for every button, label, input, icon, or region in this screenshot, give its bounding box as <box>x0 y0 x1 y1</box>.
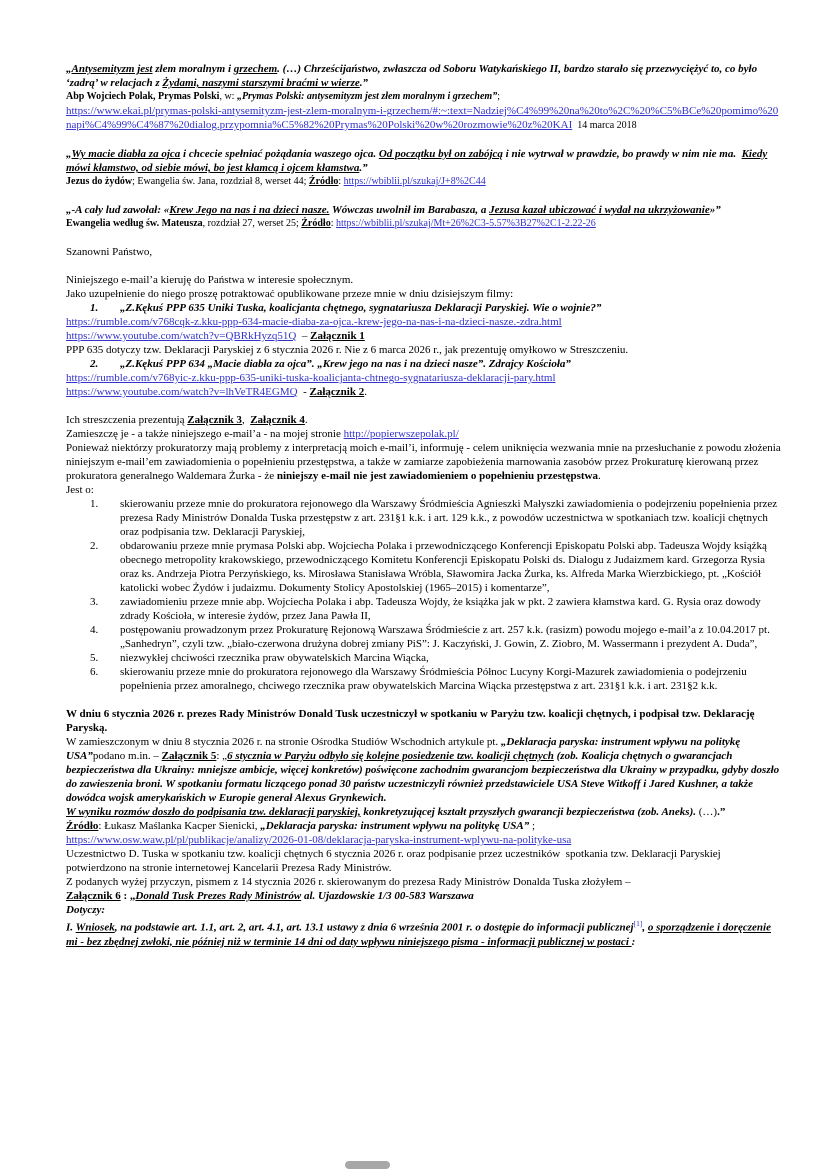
spacer <box>66 693 782 707</box>
list-item <box>66 497 782 539</box>
text-run: .” <box>359 77 369 89</box>
hyperlink[interactable]: https://wbiblii.pl/szukaj/Mt+26%2C3-5.57%3B27%2C1-2.22-26 <box>336 218 596 229</box>
text-run: ; <box>529 820 536 832</box>
text-run: , <box>642 921 648 934</box>
paragraph <box>66 875 782 889</box>
text-run: W dniu 6 stycznia 2026 r. prezes Rady Ministrów Donald Tusk uczestniczył w spotkaniu w Paryżu tzw. koalicji chętnych, i podpisał tzw. Deklarację Paryską. <box>66 708 755 734</box>
spacer <box>66 133 782 147</box>
paragraph <box>66 371 782 385</box>
paragraph <box>66 273 782 287</box>
paragraph <box>66 413 782 427</box>
spacer <box>66 399 782 413</box>
text-run: ; <box>497 91 500 102</box>
text-run: niniejszy e-mail nie jest zawiadomieniem o popełnieniu przestępstwa <box>276 470 598 482</box>
text-run: i nie wytrwał w prawdzie, bo prawdy w nim nie ma. <box>502 148 742 160</box>
paragraph <box>66 62 782 90</box>
text-run: o sporządzenie i doręczenie mi - bez zbędnej zwłoki, nie później niż w terminie 14 dni od daty wpływu niniejszego pisma - informacji publicznej w postaci <box>66 921 771 948</box>
list-item <box>66 301 782 315</box>
text-run: „ <box>66 148 72 160</box>
spacer <box>66 259 782 273</box>
list-item-text <box>120 666 747 692</box>
list-item-text <box>120 596 761 622</box>
text-run: „Deklaracja paryska: instrument wpływu na politykę USA” <box>66 736 741 762</box>
list-item <box>66 651 782 665</box>
list-number: 2. <box>90 358 99 370</box>
paragraph <box>66 245 782 259</box>
text-run: I. <box>66 921 76 934</box>
text-run: : „ <box>216 750 228 762</box>
text-run: postępowaniu prowadzonym przez Prokuraturę Rejonową Warszawa Śródmieście z art. 257 k.k. (rasizm) powodu mojego e-mail’a z 10.04.2017 pt. „Sanhedryn”, czyli tzw. „biało-czerwona drużyna dobrej zmiany PiS”: J. Kaczyński, J. Gowin, Z. Ziobro, M. Wassermann i prezydent A. Duda”, <box>120 624 770 650</box>
text-run: Źródło <box>66 820 99 832</box>
paragraph <box>66 385 782 399</box>
text-run: Załącznik 2 <box>309 386 365 398</box>
list-item <box>66 539 782 595</box>
text-run: „Z.Kękuś PPP 635 Uniki Tuska, koalicjanta chętnego, sygnatariusza Deklaracji Paryskiej. Wie o wojnie?” <box>120 302 602 314</box>
text-run: , rozdział 27, werset 25; <box>202 218 302 229</box>
text-run: ; Ewangelia św. Jana, rozdział 8, werset 44; <box>132 176 309 187</box>
text-run: Jezusa kazał ubiczować i wydał na ukrzyżowanie <box>489 204 710 216</box>
text-run: niezwykłej chciwości rzecznika praw obywatelskich Marcina Wiącka, <box>120 652 429 664</box>
paragraph <box>66 889 782 903</box>
list-number: 6. <box>90 666 99 678</box>
text-run: Załącznik 1 <box>310 330 365 342</box>
text-run: Załącznik 3 <box>187 414 242 426</box>
text-run: obdarowaniu przeze mnie prymasa Polski abp. Wojciecha Polaka i przewodniczącego Konferencji Episkopatu Polski abp. Tadeusza Wojdy książką obecnego metropolity krakowskiego, przewodniczącego Komitetu Konferencji Episkopatu Polski ds. Dialogu z Judaizmem kard. Grzegorza Rysia oraz ks. Andrzeja Piotra Perzyńskiego, ks. Mirosława Stanisława Wróbla, Sławomira Jacka Żurka, ks. Alfreda Marka Wierzbickiego, pt. „Kościół katolicki wobec Żydów i judaizmu. Dokumenty Stolicy Apostolskiej (1965–2015) i komentarze”, <box>120 540 767 594</box>
list-item-text <box>120 498 777 538</box>
text-run: i chcecie spełniać pożądania waszego ojca. <box>180 148 379 160</box>
hyperlink[interactable]: https://rumble.com/v768cqk-z.kku-ppp-634-macie-diaba-za-ojca.-krew-jego-na-nas-i-na-dzieci-nasze.-zdra.html <box>66 316 562 328</box>
text-run: „ <box>66 63 72 75</box>
footnote-ref[interactable]: [1] <box>633 919 643 928</box>
text-run: Kiedy mówi kłamstwo, od siebie mówi, bo jest kłamcą i ojcem kłamstwa <box>66 148 768 174</box>
text-run: grzechem <box>233 63 278 75</box>
text-run: Jako uzupełnienie do niego proszę potraktować opublikowane przeze mnie w dniu dzisiejszym filmy: <box>66 288 514 300</box>
text-run: W wyniku rozmów doszło do podpisania tzw. deklaracji paryskiej, <box>66 806 361 818</box>
list-item-text <box>120 358 571 370</box>
paragraph <box>66 329 782 343</box>
hyperlink[interactable]: https://www.ekai.pl/prymas-polski-antysemityzm-jest-zlem-moralnym-i-grzechem/#:~:text=Nadziej%C4%99%20na%20to%2C%20%C5%BCe%20pomimo%20napi%C4%99%C4%87%20dialog.przypomnia%C5%82%20Prymas%20Polski%20w%20rozmowie%20z%20KAI <box>66 105 779 131</box>
paragraph <box>66 217 782 231</box>
text-run: Żydami, naszymi starszymi braćmi w wierze <box>162 77 360 89</box>
text-run: skierowaniu przeze mnie do prokuratora rejonowego dla Warszawy Śródmieścia Północ Lucyny Korgi-Mazurek zawiadomienia o podejrzeniu popełnienia przez amoralnego, chciwego rzecznika praw obywatelskich Marcina Wiącka przestępstwa z art. 231§1 k.k. i art. 231§2 k.k. <box>120 666 747 692</box>
text-run: „Deklaracja paryska: instrument wpływu na politykę USA” <box>260 820 530 832</box>
text-run: .” <box>359 162 368 174</box>
paragraph <box>66 203 782 217</box>
text-run: Krew Jego na nas i na dzieci nasze. <box>169 204 330 216</box>
text-run: . (…) Chrześcijaństwo, zwłaszcza od Soboru Watykańskiego II, bardzo starało się przezwyciężyć to, co było ‘zadrą’ w relacjach z <box>66 63 758 89</box>
text-run: : <box>631 935 636 948</box>
text-run: skierowaniu przeze mnie do prokuratora rejonowego dla Warszawy Śródmieścia Agnieszki Małyszki zawiadomienia o podejrzeniu popełnienia przez prezesa Rady Ministrów Donalda Tuska przestępstw z art. 231§1 k.k. i art. 129 k.k., z powodów uczestnictwa w spotkaniach tzw. koalicji chętnych oraz podpisania tzw. Deklaracji Paryskiej, <box>120 498 778 538</box>
text-run: .” <box>717 806 726 818</box>
text-run: Ich streszczenia prezentują <box>66 414 188 426</box>
list-number: 5. <box>90 652 99 664</box>
text-run: : <box>338 176 344 187</box>
text-run: „-A cały lud zawołał: « <box>66 204 170 216</box>
list-number: 1. <box>90 302 99 314</box>
text-run: »” <box>709 204 721 216</box>
paragraph <box>66 175 782 189</box>
text-run: Źródło <box>308 176 339 187</box>
text-run: Antysemityzm jest <box>71 63 153 75</box>
text-run: , w: <box>219 91 237 102</box>
text-run: Załącznik 6 <box>66 890 121 902</box>
text-run: (zob. Koalicja chętnych o gwarancjach bezpieczeństwa dla Ukrainy: mniejsze ambicje, więcej konkretów) poświęcone zachodnim gwarancjom bezpieczeństwa dla Ukrainy w przypadku, gdyby doszło do zawieszenia broni. W spotkaniu formatu liczącego ponad 30 państw uczestniczyli również przedstawiciele USA Steve Witkoff i Jared Kushner, a także dowódca wojsk amerykańskich w Europie generał Alexus Grynkewich. <box>66 750 780 804</box>
text-run: Dotyczy: <box>66 904 106 916</box>
paragraph <box>66 90 782 104</box>
list-item-text <box>120 540 767 594</box>
paragraph <box>66 847 782 875</box>
hyperlink[interactable]: https://www.osw.waw.pl/pl/publikacje/analizy/2026-01-08/deklaracja-paryska-instrument-wplywu-na-polityke-usa <box>66 834 572 846</box>
text-run: Załącznik 4 <box>250 414 305 426</box>
text-run: złem moralnym i <box>152 63 234 75</box>
text-run: Donald Tusk Prezes Rady Ministrów <box>135 890 302 902</box>
text-run: Niniejszego e-mail’a kieruję do Państwa w interesie społecznym. <box>66 274 354 286</box>
paragraph <box>66 483 782 497</box>
text-run: PPP 635 dotyczy tzw. Deklaracji Paryskiej z 6 stycznia 2026 r. Nie z 6 marca 2026 r., jak prezentuję omyłkowo w Streszczeniu. <box>66 344 629 356</box>
text-run: Szanowni Państwo, <box>66 246 153 258</box>
text-run: Abp Wojciech Polak, Prymas Polski <box>66 91 220 102</box>
text-run: : <box>330 218 336 229</box>
list-number: 1. <box>90 498 99 510</box>
text-run: podano m.in. – <box>92 750 162 762</box>
text-run: – <box>296 330 311 342</box>
paragraph <box>66 427 782 441</box>
text-run: Z podanych wyżej przyczyn, pismem z 14 stycznia 2026 r. skierowanym do prezesa Rady Ministrów Donalda Tuska złożyłem – <box>66 876 631 888</box>
text-run: : „ <box>120 890 136 902</box>
hyperlink[interactable]: https://www.youtube.com/watch?v=QBRkHyzq51Q <box>66 330 297 342</box>
text-run: Wy macie diabła za ojca <box>71 148 181 160</box>
text-run: . <box>597 470 601 482</box>
paragraph <box>66 441 782 483</box>
list-item <box>66 357 782 371</box>
text-run: Załącznik 5 <box>161 750 217 762</box>
text-run: Ewangelia według św. Mateusza <box>66 218 203 229</box>
paragraph <box>66 917 782 949</box>
text-run: Ponieważ niektórzy prokuratorzy mają problemy z interpretacją moich e-mail’i, informuję - celem uniknięcia wezwania mnie na przesłuchanie z powodu złożenia niniejszym e-mail’em zawiadomienia o popełnieniu przestępstwa, a także w zamiarze zapobieżenia marnowania zasobów przez Prokuraturę kierowaną przez prokuratora generalnego Waldemara Żurka - że <box>66 442 781 482</box>
text-run: „Prymas Polski: antysemityzm jest złem moralnym i grzechem” <box>236 91 498 102</box>
document-body <box>66 62 782 949</box>
text-run: al. Ujazdowskie 1/3 00-583 Warszawa <box>301 890 474 902</box>
text-run: , <box>241 414 251 426</box>
paragraph <box>66 104 782 133</box>
paragraph <box>66 735 782 805</box>
paragraph <box>66 287 782 301</box>
page-break-indicator <box>345 1161 390 1169</box>
text-run: „Z.Kękuś PPP 634 „Macie diabła za ojca”. „Krew jego na nas i na dzieci nasze”. Zdrajcy Kościoła” <box>120 358 571 370</box>
list-item <box>66 623 782 651</box>
text-run: . <box>364 386 367 398</box>
text-run: Jest o: <box>66 484 94 496</box>
paragraph <box>66 805 782 819</box>
list-item <box>66 665 782 693</box>
paragraph <box>66 315 782 329</box>
paragraph <box>66 819 782 833</box>
list-item-text <box>120 624 770 650</box>
text-run: (…) <box>696 806 718 818</box>
list-item-text <box>120 652 429 664</box>
text-run: zawiadomieniu przeze mnie abp. Wojciecha Polaka i abp. Tadeusza Wojdy, że książka jak w pkt. 2 zawiera kłamstwa kard. G. Rysia oraz dowody zdrady Kościoła, w interesie żydów, przez Jana Pawła II, <box>120 596 761 622</box>
text-run: 6 stycznia w Paryżu odbyło się kolejne posiedzenie tzw. koalicji chętnych <box>227 750 554 762</box>
hyperlink[interactable]: https://rumble.com/v768yic-z.kku-ppp-635-uniki-tuska-koalicjanta-chtnego-sygnatariusza-deklaracji-pary.html <box>66 372 556 384</box>
paragraph <box>66 147 782 175</box>
hyperlink[interactable]: https://wbiblii.pl/szukaj/J+8%2C44 <box>343 176 486 187</box>
text-run: : Łukasz Maślanka Kacper Sienicki, <box>98 820 261 832</box>
text-run: konkretyzującej kształt przyszłych gwarancji bezpieczeństwa (zob. Aneks). <box>360 806 696 818</box>
list-number: 2. <box>90 540 99 552</box>
hyperlink[interactable]: https://www.youtube.com/watch?v=lhVeTR4EGMQ <box>66 386 298 398</box>
text-run: Źródło <box>301 218 331 229</box>
paragraph <box>66 903 782 917</box>
paragraph <box>66 707 782 735</box>
text-run: Jezus do żydów <box>66 176 133 187</box>
text-run: Uczestnictwo D. Tuska w spotkaniu tzw. koalicji chętnych 6 stycznia 2026 r. oraz podpisanie przez uczestników spotkania tzw. Deklaracji Paryskiej potwierdzono na stronie internetowej Kancelarii Prezesa Rady Ministrów. <box>66 848 721 874</box>
text-run: W zamieszczonym w dniu 8 stycznia 2026 r. na stronie Ośrodka Studiów Wschodnich artykule pt. <box>66 736 501 748</box>
text-run: Wniosek <box>75 921 115 934</box>
list-item-text <box>120 302 601 314</box>
text-run: Zamieszczę je - a także niniejszego e-mail’a - na mojej stronie <box>66 428 344 440</box>
paragraph <box>66 343 782 357</box>
text-run: , na podstawie art. 1.1, art. 2, art. 4.1, art. 13.1 ustawy z dnia 6 września 2001 r. o dostępie do informacji publicznej <box>114 921 634 934</box>
text-run: Wówczas uwolnił im Barabasza, a <box>329 204 490 216</box>
list-number: 4. <box>90 624 99 636</box>
text-run: - <box>297 386 310 398</box>
text-run: 14 marca 2018 <box>572 120 637 131</box>
text-run: . <box>304 414 308 426</box>
list-item <box>66 595 782 623</box>
list-number: 3. <box>90 596 99 608</box>
hyperlink[interactable]: http://popierwszepolak.pl/ <box>343 428 459 440</box>
text-run: Od początku był on zabójcą <box>378 148 503 160</box>
spacer <box>66 231 782 245</box>
spacer <box>66 189 782 203</box>
paragraph <box>66 833 782 847</box>
